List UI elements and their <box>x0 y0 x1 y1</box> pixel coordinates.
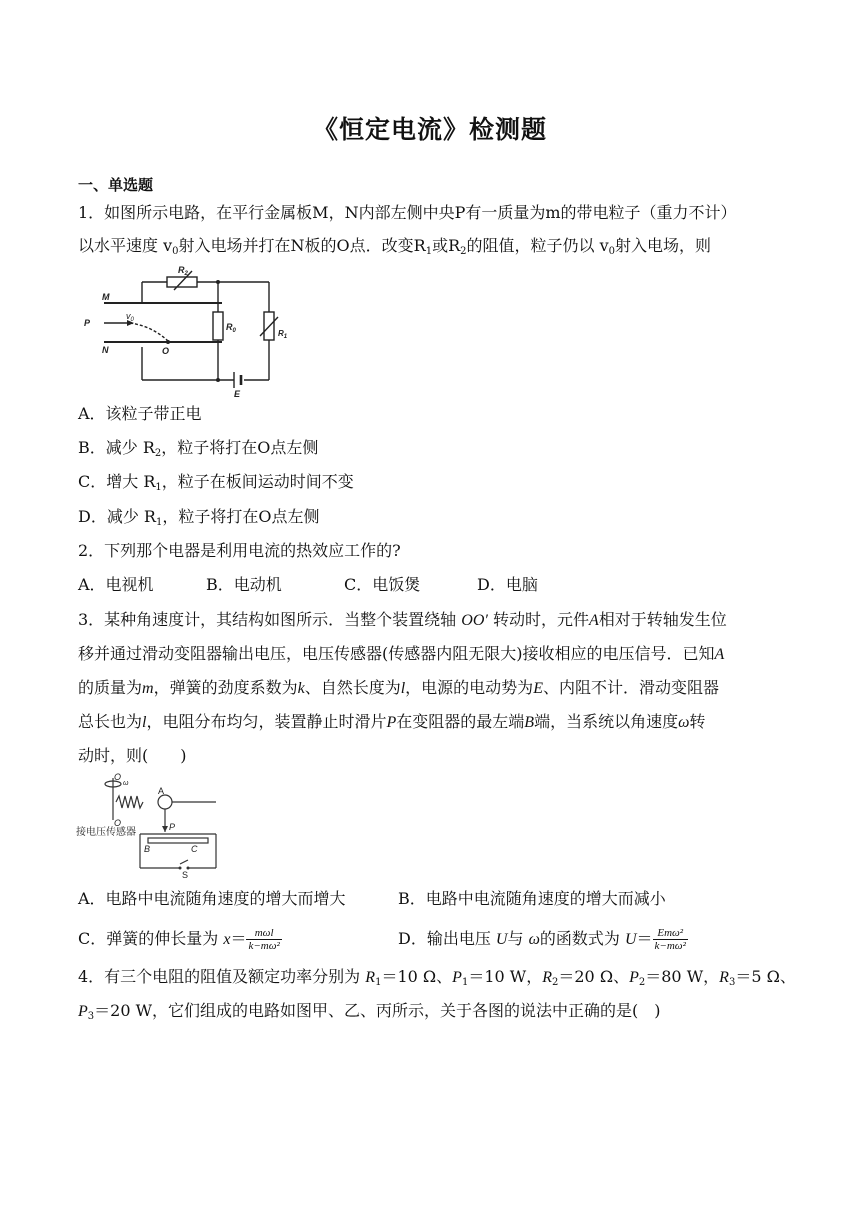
q1-option-b: B．减少 $R_2$，粒子将打在O点左侧 <box>78 438 319 459</box>
fig1-label-e: E <box>234 389 241 399</box>
fig3-label-p: P <box>169 822 176 832</box>
q3-option-a: A．电路中电流随角速度的增大而增大 <box>78 889 346 908</box>
q1-option-d: D．减少 $R_1$，粒子将打在O点左侧 <box>78 507 320 528</box>
q3-option-d: D．输出电压 U与 ω的函数式为 U＝ $\frac{\text{Emω²}}{\text{k−mω²}}$ <box>398 927 686 952</box>
fig1-label-n: N <box>102 345 109 355</box>
q3-stem-line3: 的质量为m，弹簧的劲度系数为k、自然长度为l，电源的电动势为E、内阻不计．滑动变阻器 <box>78 678 719 697</box>
q1-stem-line2: 以水平速度 $v_0$射入电场并打在N板的O点．改变$R_1$或$R_2$的阻值，粒子仍以 $v_0$射入电场，则 <box>78 236 712 257</box>
q2-stem: 2．下列那个电器是利用电流的热效应工作的? <box>78 541 401 560</box>
q3-option-b: B．电路中电流随角速度的增大而减小 <box>398 889 666 908</box>
fig1-label-p: P <box>84 318 91 328</box>
q3-option-c: C．弹簧的伸长量为 x＝ $\frac{\text{mωl}}{\text{k−mω²}}$ <box>78 927 280 952</box>
q3-stem-line2: 移并通过滑动变阻器输出电压，电压传感器(传感器内阻无限大)接收相应的电压信号．已知A <box>78 644 725 663</box>
q4-stem-line2: $P_3=20$ W，它们组成的电路如图甲、乙、丙所示，关于各图的说法中正确的是( ) <box>78 1001 661 1022</box>
fig1-label-m: M <box>102 292 110 302</box>
q1-circuit-figure <box>82 262 288 399</box>
fig3-label-a: A <box>158 786 165 796</box>
q1-option-c: C．增大 $R_1$，粒子在板间运动时间不变 <box>78 472 354 493</box>
page-title: 《恒定电流》检测题 <box>312 115 547 144</box>
fig3-label-omega: ω <box>123 780 129 787</box>
q3-stem-line1: 3．某种角速度计，其结构如图所示．当整个装置绕轴 OO′ 转动时，元件A相对于转轴发生位 <box>78 610 727 629</box>
q3-stem-line5: 动时，则( ) <box>78 746 187 765</box>
fig3-label-o-bottom: O <box>114 818 122 828</box>
section-heading: 一、单选题 <box>78 176 154 194</box>
fig1-label-o: O <box>162 346 170 356</box>
q3-option-d-fraction: $\frac{\text{Emω²}}{\text{k−mω²}}$ <box>654 927 686 952</box>
q3-apparatus-figure <box>76 772 226 880</box>
q1-stem-line1: 1．如图所示电路，在平行金属板M，N内部左侧中央P有一质量为m的带电粒子（重力不计） <box>78 203 737 222</box>
q3-option-c-fraction: $\frac{\text{mωl}}{\text{k−mω²}}$ <box>248 927 280 952</box>
q2-option-b: B．电动机 <box>206 575 282 594</box>
fig3-label-sensor: 接电压传感器 <box>76 827 136 838</box>
q2-option-d: D．电脑 <box>477 575 538 594</box>
fig1-label-r0: $R_0$ <box>226 322 236 334</box>
fig1-label-r1: $R_1$ <box>278 329 288 340</box>
q1-option-a: A．该粒子带正电 <box>78 404 202 423</box>
q2-option-c: C．电饭煲 <box>344 575 421 594</box>
fig3-label-b: B <box>144 844 151 854</box>
q2-option-a: A．电视机 <box>78 575 154 594</box>
fig1-label-r2: $R_2$ <box>178 265 188 277</box>
q3-stem-line4: 总长也为l，电阻分布均匀，装置静止时滑片P在变阻器的最左端B端，当系统以角速度ω转 <box>78 712 706 731</box>
q4-stem-line1: 4．有三个电阻的阻值及额定功率分别为 $R_1=10$ Ω、$P_1=10$ W，$R_2=20$ Ω、$P_2=80$ W，$R_3=5$ Ω、 <box>78 967 796 988</box>
fig3-label-c: C <box>191 844 198 854</box>
fig1-label-v0: $v_0$ <box>126 311 134 323</box>
fig3-label-s: S <box>182 870 189 880</box>
fig3-label-o-top: O <box>114 772 122 782</box>
